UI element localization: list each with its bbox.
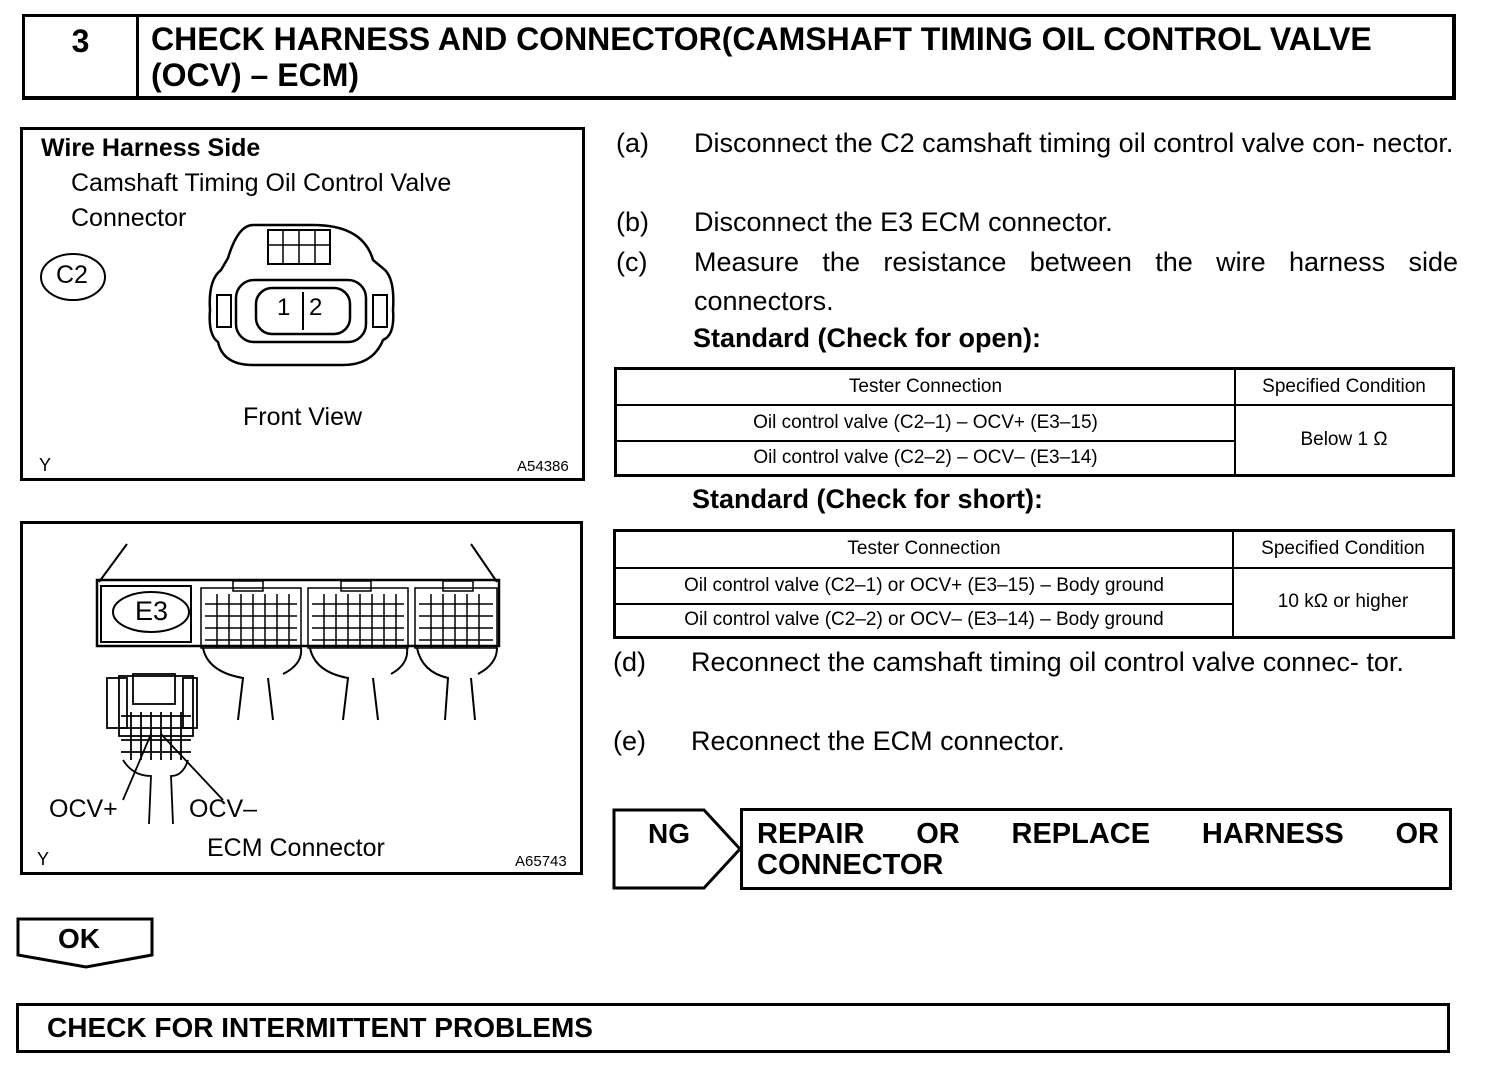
ng-result-box	[740, 808, 1452, 890]
step-label: (c)	[616, 247, 648, 277]
standard-open-table	[614, 367, 1455, 477]
step-text: Disconnect the C2 camshaft timing oil control valve con- nector.	[694, 128, 1454, 158]
figure-corner-mark: Y	[37, 849, 50, 869]
ng-label: NG	[648, 818, 690, 849]
figure-ref-number: A54386	[517, 458, 569, 475]
step-title: CHECK HARNESS AND CONNECTOR(CAMSHAFT TIMING OIL CONTROL VALVE (OCV) – ECM)	[151, 21, 1372, 93]
table-cell: Oil control valve (C2–2) – OCV– (E3–14)	[616, 441, 1236, 475]
figure-caption-line2: Connector	[71, 204, 187, 232]
figure-ecm-connector	[20, 521, 583, 875]
step-text: Measure the resistance between the wire harness side connectors.	[694, 247, 1458, 316]
table-header: Tester Connection	[616, 369, 1236, 405]
step-label: (a)	[616, 128, 649, 158]
figure-ref-number: A65743	[515, 853, 567, 870]
table-cell: Oil control valve (C2–2) or OCV– (E3–14) – Body ground	[615, 604, 1234, 638]
c2-connector-id: C2	[56, 261, 88, 289]
figure-caption-line1: Camshaft Timing Oil Control Valve	[71, 169, 452, 197]
ok-label: OK	[58, 923, 100, 954]
step-label: (b)	[616, 207, 649, 237]
standard-open-heading: Standard (Check for open):	[693, 323, 1042, 353]
e3-connector-id: E3	[135, 596, 169, 626]
table-header: Specified Condition	[1233, 531, 1454, 568]
standard-short-heading: Standard (Check for short):	[692, 484, 1044, 514]
front-view-label: Front View	[243, 403, 363, 431]
figure-heading: Wire Harness Side	[41, 134, 261, 162]
final-step-box	[16, 1003, 1450, 1053]
table-cell: Oil control valve (C2–1) – OCV+ (E3–15)	[616, 405, 1236, 441]
step-text: Reconnect the ECM connector.	[691, 726, 1065, 756]
standard-short-table	[613, 529, 1455, 639]
ocv-minus-label: OCV–	[189, 795, 258, 823]
ng-branch-box	[612, 808, 742, 890]
step-header	[22, 14, 1456, 100]
table-cell: Oil control valve (C2–1) or OCV+ (E3–15) – Body ground	[615, 568, 1234, 604]
ocv-plus-label: OCV+	[49, 795, 118, 823]
step-label: (e)	[613, 726, 646, 756]
ok-branch-box	[16, 917, 156, 969]
step-text: Disconnect the E3 ECM connector.	[694, 207, 1113, 237]
ecm-connector-caption: ECM Connector	[207, 834, 385, 862]
step-number: 3	[25, 17, 139, 96]
table-cell-condition: Below 1 Ω	[1235, 405, 1454, 476]
table-header: Tester Connection	[615, 531, 1234, 568]
step-label: (d)	[613, 647, 646, 677]
figure-corner-mark: Y	[39, 455, 52, 475]
ng-result-text: REPAIR OR REPLACE HARNESS OR CONNECTOR	[757, 818, 1439, 881]
step-text: Reconnect the camshaft timing oil control valve connec- tor.	[691, 647, 1404, 677]
table-header: Specified Condition	[1235, 369, 1454, 405]
table-cell-condition: 10 kΩ or higher	[1233, 568, 1454, 638]
c2-pin-1: 1	[277, 294, 291, 321]
c2-pin-2: 2	[309, 294, 323, 321]
final-step-text: CHECK FOR INTERMITTENT PROBLEMS	[47, 1012, 593, 1043]
figure-c2-connector	[20, 127, 585, 481]
